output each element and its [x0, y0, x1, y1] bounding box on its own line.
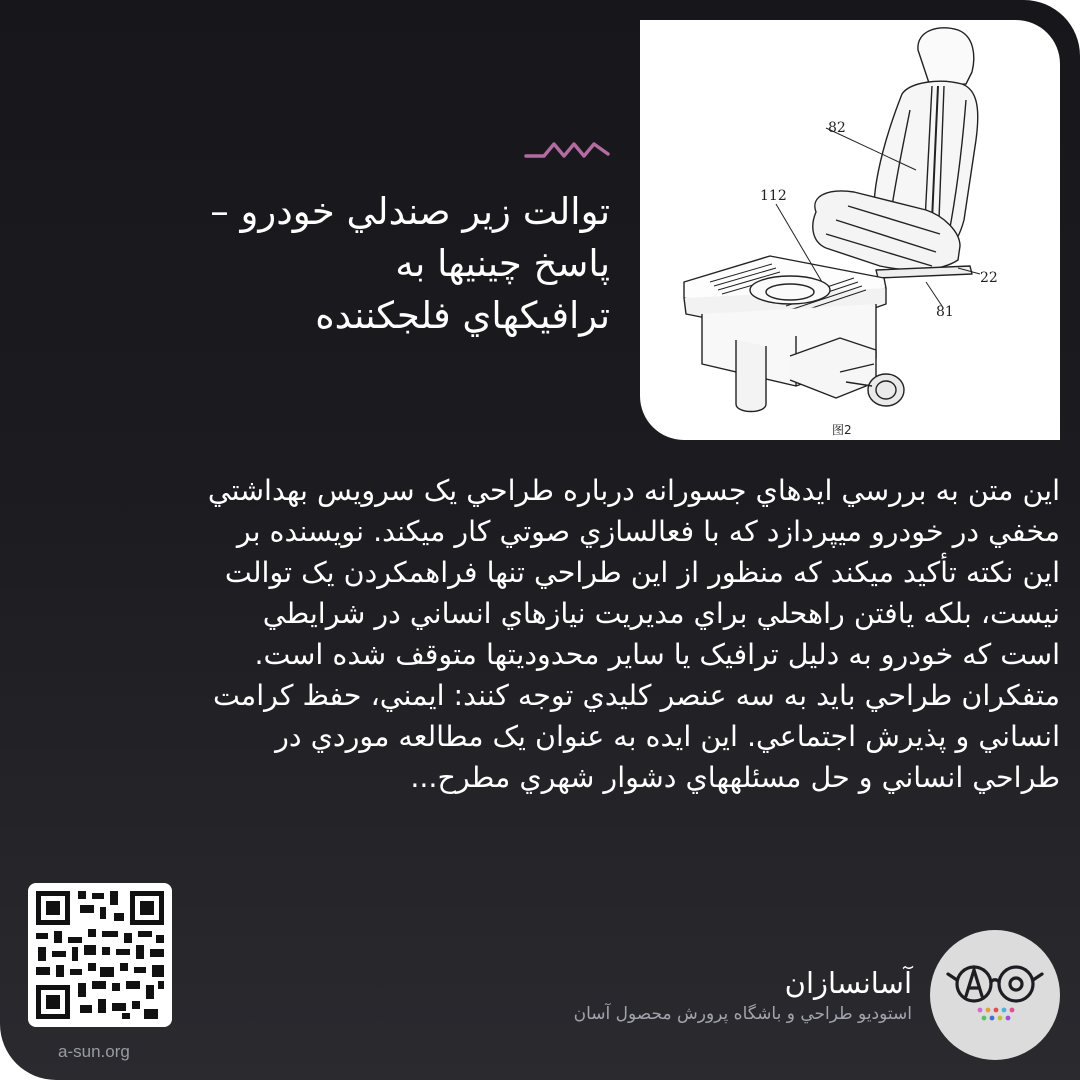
patent-figure [640, 20, 1060, 440]
post-body: اين متن به بررسي ايدهاي جسورانه درباره طراحي يک سرويس بهداشتي مخفي در خودرو ميپردازد که با فعالسازي صوتي کار ميکند. نويسنده بر اين نکته تأکيد ميکند که منظور از اين طراحي تنها فراهمکردن يک توالت نيست، بلکه يافتن راهحلي براي مديريت نيازهاي انساني در شرايطي است که خودرو به دليل ترافيک يا ساير محدوديتها متوقف شده است. متفکران طراحي بايد به سه عنصر کليدي توجه کنند: ايمني، حفظ کرامت انساني و پذيرش اجتماعي. اين ايده به عنوان يک مطالعه موردي در طراحي انساني و حل مسئلههاي دشوار شهري مطرح... [207, 474, 1060, 794]
figure-label-81: 81 [936, 304, 954, 320]
figure-caption: 图2 [832, 423, 852, 437]
brand-logo [930, 930, 1060, 1060]
title-line-1: توالت زير صندلي خودرو – [210, 190, 610, 233]
figure-label-112: 112 [760, 188, 787, 204]
brand-name: آسانسازان [784, 966, 912, 1000]
figure-label-82: 82 [828, 120, 846, 136]
glasses-logo-icon [930, 930, 1060, 1060]
qr-code [28, 883, 172, 1027]
title-line-3: ترافيکهاي فلجکننده [315, 294, 610, 337]
post-title [90, 186, 610, 342]
car-seat-toilet-drawing [640, 20, 1060, 440]
brand-subtitle: استوديو طراحي و باشگاه پرورش محصول آسان [573, 1004, 912, 1024]
figure-label-22: 22 [980, 270, 998, 286]
squiggle-icon [524, 136, 612, 162]
website-link[interactable]: a-sun.org [58, 1042, 130, 1061]
title-line-2: پاسخ چينيها به [395, 242, 610, 285]
qr-code-icon [28, 883, 172, 1027]
